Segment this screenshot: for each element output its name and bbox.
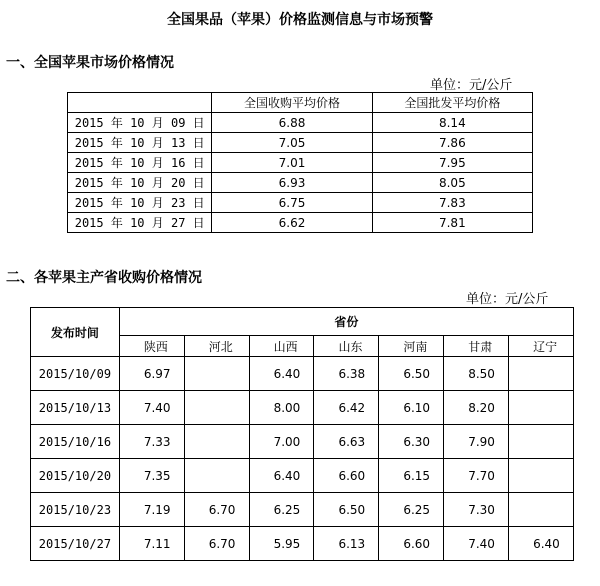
province-name: 河北	[184, 336, 249, 357]
price-cell	[509, 425, 574, 459]
price-cell: 6.50	[314, 493, 379, 527]
table-row	[68, 133, 533, 153]
price-cell: 7.30	[444, 493, 509, 527]
section2-heading: 二、各苹果主产省收购价格情况	[6, 270, 202, 286]
price-cell: 8.20	[444, 391, 509, 425]
purchase-cell: 6.88	[212, 113, 372, 133]
date-cell: 2015 年 10 月 20 日	[68, 173, 212, 193]
date-cell: 2015/10/23	[31, 493, 120, 527]
wholesale-cell: 7.86	[372, 133, 532, 153]
table-row	[31, 527, 574, 561]
table-row	[31, 425, 574, 459]
date-cell: 2015 年 10 月 13 日	[68, 133, 212, 153]
price-cell: 7.35	[119, 459, 184, 493]
price-cell: 7.00	[249, 425, 314, 459]
purchase-cell: 6.62	[212, 213, 372, 233]
price-cell: 7.40	[119, 391, 184, 425]
table-row	[68, 173, 533, 193]
date-cell: 2015/10/20	[31, 459, 120, 493]
price-cell: 6.15	[379, 459, 444, 493]
price-cell: 6.40	[249, 459, 314, 493]
purchase-cell: 7.05	[212, 133, 372, 153]
price-cell: 6.63	[314, 425, 379, 459]
price-cell	[509, 459, 574, 493]
province-name: 甘肃	[444, 336, 509, 357]
header-purchase: 全国收购平均价格	[212, 93, 372, 113]
price-cell: 6.25	[249, 493, 314, 527]
province-name: 山东	[314, 336, 379, 357]
wholesale-cell: 7.81	[372, 213, 532, 233]
header-empty	[68, 93, 212, 113]
price-cell: 7.33	[119, 425, 184, 459]
price-cell	[184, 391, 249, 425]
province-name: 陕西	[119, 336, 184, 357]
header-wholesale: 全国批发平均价格	[372, 93, 532, 113]
price-cell	[184, 357, 249, 391]
price-cell: 6.30	[379, 425, 444, 459]
national-price-table	[67, 92, 533, 233]
price-cell: 6.40	[509, 527, 574, 561]
price-cell: 8.00	[249, 391, 314, 425]
price-cell: 7.11	[119, 527, 184, 561]
price-cell: 6.10	[379, 391, 444, 425]
price-cell: 6.70	[184, 527, 249, 561]
table-row	[31, 459, 574, 493]
price-cell: 7.40	[444, 527, 509, 561]
date-cell: 2015/10/27	[31, 527, 120, 561]
table-row	[68, 113, 533, 133]
price-cell: 8.50	[444, 357, 509, 391]
price-cell: 6.97	[119, 357, 184, 391]
date-cell: 2015/10/13	[31, 391, 120, 425]
wholesale-cell: 8.05	[372, 173, 532, 193]
price-cell: 7.90	[444, 425, 509, 459]
price-cell: 5.95	[249, 527, 314, 561]
table-header-row	[31, 308, 574, 336]
price-cell: 6.42	[314, 391, 379, 425]
purchase-cell: 6.75	[212, 193, 372, 213]
province-name: 辽宁	[509, 336, 574, 357]
header-province: 省份	[119, 308, 573, 336]
page-title: 全国果品（苹果）价格监测信息与市场预警	[167, 12, 433, 28]
wholesale-cell: 7.83	[372, 193, 532, 213]
date-cell: 2015/10/09	[31, 357, 120, 391]
date-cell: 2015 年 10 月 23 日	[68, 193, 212, 213]
date-cell: 2015/10/16	[31, 425, 120, 459]
date-cell: 2015 年 10 月 09 日	[68, 113, 212, 133]
price-cell: 7.19	[119, 493, 184, 527]
table-row	[68, 213, 533, 233]
price-cell	[509, 357, 574, 391]
purchase-cell: 6.93	[212, 173, 372, 193]
section2-unit: 单位：元/公斤	[466, 292, 549, 307]
price-cell: 6.13	[314, 527, 379, 561]
price-cell: 6.50	[379, 357, 444, 391]
price-cell	[509, 493, 574, 527]
price-cell: 6.25	[379, 493, 444, 527]
wholesale-cell: 8.14	[372, 113, 532, 133]
price-cell	[184, 459, 249, 493]
date-cell: 2015 年 10 月 16 日	[68, 153, 212, 173]
price-cell: 6.70	[184, 493, 249, 527]
table-row	[31, 493, 574, 527]
date-cell: 2015 年 10 月 27 日	[68, 213, 212, 233]
price-cell: 6.60	[379, 527, 444, 561]
price-cell	[184, 425, 249, 459]
price-cell: 7.70	[444, 459, 509, 493]
price-cell	[509, 391, 574, 425]
province-price-table	[30, 307, 574, 561]
province-name: 河南	[379, 336, 444, 357]
province-name: 山西	[249, 336, 314, 357]
table-row	[31, 391, 574, 425]
table-row	[68, 193, 533, 213]
header-date: 发布时间	[31, 308, 120, 357]
price-cell: 6.60	[314, 459, 379, 493]
purchase-cell: 7.01	[212, 153, 372, 173]
price-cell: 6.38	[314, 357, 379, 391]
section1-heading: 一、全国苹果市场价格情况	[6, 55, 174, 71]
wholesale-cell: 7.95	[372, 153, 532, 173]
table-header-row	[68, 93, 533, 113]
section1-unit: 单位：元/公斤	[430, 78, 513, 93]
price-cell: 6.40	[249, 357, 314, 391]
table-row	[68, 153, 533, 173]
table-row	[31, 357, 574, 391]
